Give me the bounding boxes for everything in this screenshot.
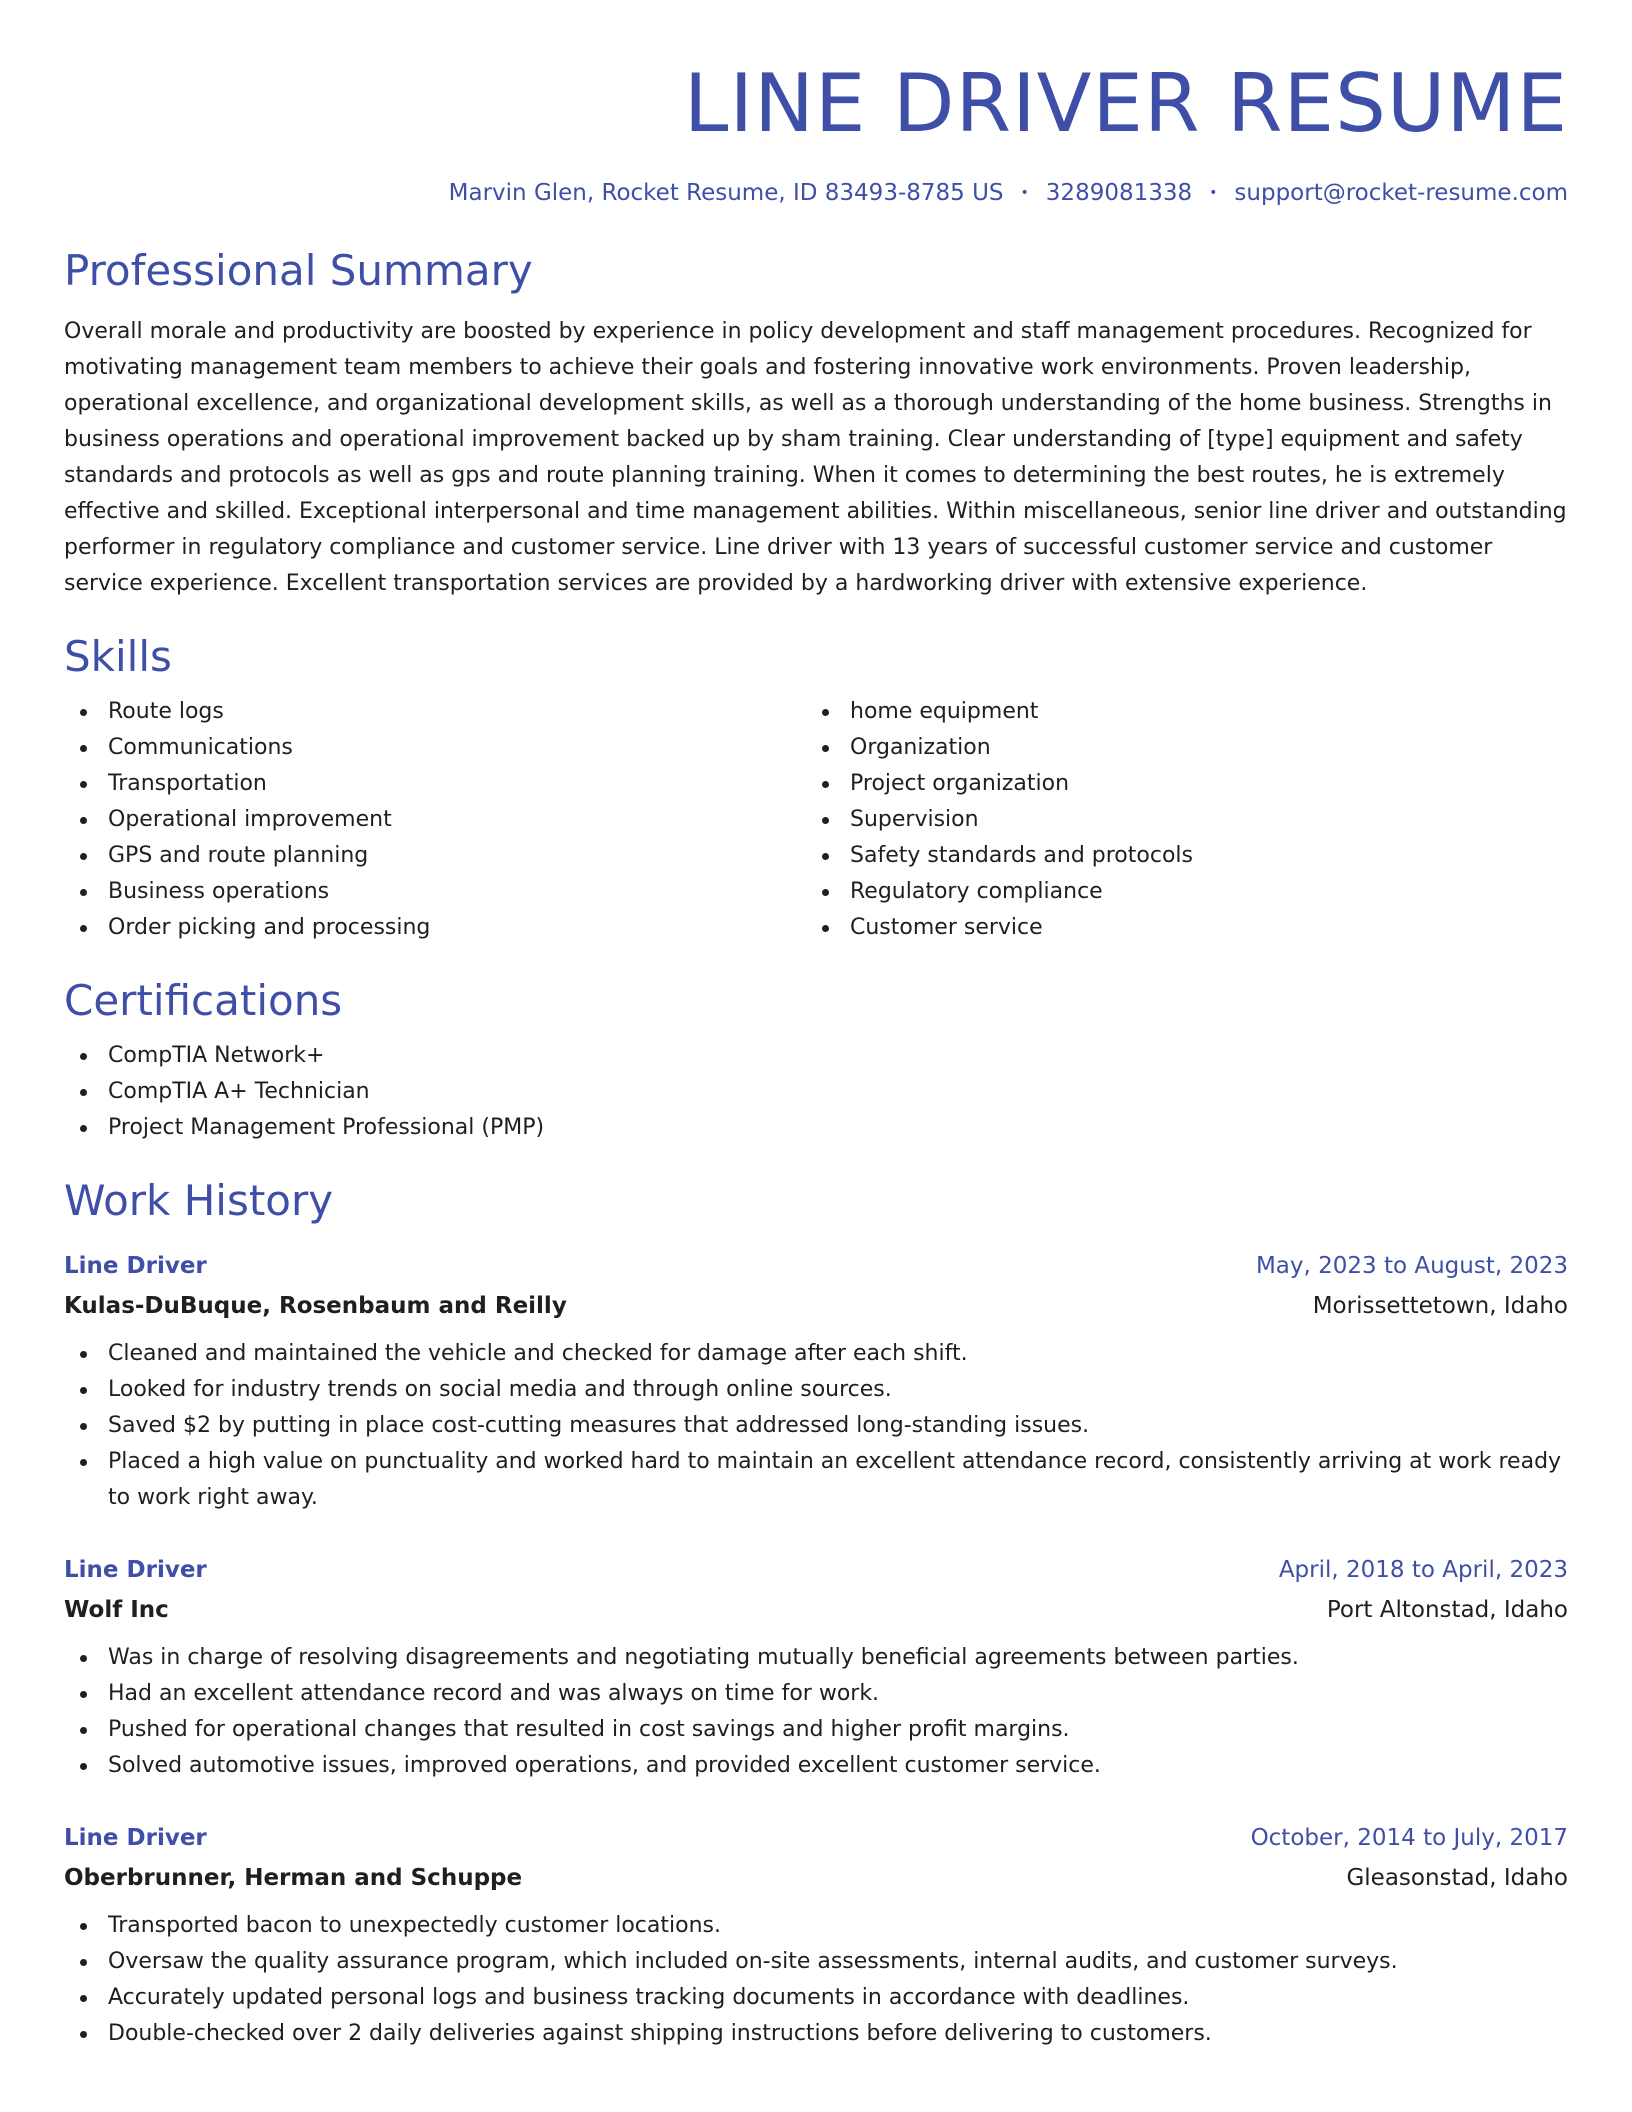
- job-dates: April, 2018 to April, 2023: [1278, 1557, 1568, 1583]
- skills-heading: Skills: [64, 632, 172, 681]
- skill-item: Communications: [64, 730, 806, 766]
- job-bullet: Placed a high value on punctuality and worked hard to maintain an excellent attendance record, consistently arriving at work ready to work right away.: [64, 1444, 1568, 1516]
- job-bullets: [64, 1640, 1568, 1784]
- skills-columns: [64, 694, 1568, 946]
- job-bullet: Was in charge of resolving disagreements and negotiating mutually beneficial agreements between parties.: [64, 1640, 1568, 1676]
- job-bullet: Accurately updated personal logs and business tracking documents in accordance with deadlines.: [64, 1980, 1568, 2016]
- contact-separator: •: [1209, 185, 1218, 201]
- job-bullet: Solved automotive issues, improved operations, and provided excellent customer service.: [64, 1748, 1568, 1784]
- job-location: Port Altonstad, Idaho: [1326, 1597, 1568, 1623]
- summary-heading: Professional Summary: [64, 246, 533, 295]
- skill-item: home equipment: [806, 694, 1548, 730]
- skill-item: Supervision: [806, 802, 1548, 838]
- certifications-list: [64, 1038, 1568, 1146]
- summary-section: [64, 246, 1568, 602]
- resume-header: [64, 58, 1568, 208]
- job-bullets: [64, 1908, 1568, 2052]
- certification-item: CompTIA A+ Technician: [64, 1074, 1568, 1110]
- certification-item: Project Management Professional (PMP): [64, 1110, 1568, 1146]
- job-bullet: Oversaw the quality assurance program, which included on-site assessments, internal audits, and customer surveys.: [64, 1944, 1568, 1980]
- certifications-section: [64, 976, 1568, 1146]
- job-employer-row: [64, 1590, 1568, 1630]
- skill-item: Safety standards and protocols: [806, 838, 1548, 874]
- job-dates: May, 2023 to August, 2023: [1255, 1253, 1568, 1279]
- job-entry: [64, 1818, 1568, 2052]
- job-bullet: Had an excellent attendance record and was always on time for work.: [64, 1676, 1568, 1712]
- job-title: Line Driver: [64, 1557, 207, 1583]
- skill-item: Operational improvement: [64, 802, 806, 838]
- job-entry: [64, 1246, 1568, 1516]
- job-dates: October, 2014 to July, 2017: [1250, 1825, 1568, 1851]
- skill-item: Business operations: [64, 874, 806, 910]
- job-bullet: Pushed for operational changes that resulted in cost savings and higher profit margins.: [64, 1712, 1568, 1748]
- work-history-heading: Work History: [64, 1176, 334, 1225]
- certification-item: CompTIA Network+: [64, 1038, 1568, 1074]
- job-bullet: Saved $2 by putting in place cost-cutting measures that addressed long-standing issues.: [64, 1408, 1568, 1444]
- skill-item: Order picking and processing: [64, 910, 806, 946]
- job-title: Line Driver: [64, 1825, 207, 1851]
- skill-item: Organization: [806, 730, 1548, 766]
- skill-item: Customer service: [806, 910, 1548, 946]
- certifications-heading: Certifications: [64, 976, 343, 1025]
- job-bullet: Transported bacon to unexpectedly customer locations.: [64, 1908, 1568, 1944]
- contact-line: [64, 178, 1568, 208]
- job-employer-row: [64, 1286, 1568, 1326]
- job-location: Gleasonstad, Idaho: [1346, 1865, 1568, 1891]
- skills-section: [64, 632, 1568, 946]
- resume-title: LINE DRIVER RESUME: [683, 57, 1568, 150]
- work-history-section: [64, 1176, 1568, 2052]
- job-header-row: [64, 1818, 1568, 1858]
- job-bullet: Double-checked over 2 daily deliveries against shipping instructions before delivering to customers.: [64, 2016, 1568, 2052]
- job-bullet: Looked for industry trends on social media and through online sources.: [64, 1372, 1568, 1408]
- job-entry: [64, 1550, 1568, 1784]
- job-employer-row: [64, 1858, 1568, 1898]
- skill-item: Regulatory compliance: [806, 874, 1548, 910]
- job-header-row: [64, 1550, 1568, 1590]
- summary-text: Overall morale and productivity are boosted by experience in policy development and staff management procedures. Recognized for motivating management team members to achieve their goals and fostering innovative work environments. Proven leadership, operational excellence, and organizational development skills, as well as a thorough understanding of the home business. Strengths in business operations and operational improvement backed up by sham training. Clear understanding of [type] equipment and safety standards and protocols as well as gps and route planning training. When it comes to determining the best routes, he is extremely effective and skilled. Exceptional interpersonal and time management abilities. Within miscellaneous, senior line driver and outstanding performer in regulatory compliance and customer service. Line driver with 13 years of successful customer service and customer service experience. Excellent transportation services are provided by a hardworking driver with extensive experience.: [64, 319, 1567, 596]
- job-company: Oberbrunner, Herman and Schuppe: [64, 1865, 523, 1891]
- job-header-row: [64, 1246, 1568, 1286]
- skill-item: Project organization: [806, 766, 1548, 802]
- resume-page: [64, 0, 1568, 2052]
- job-company: Wolf Inc: [64, 1597, 169, 1623]
- job-title: Line Driver: [64, 1253, 207, 1279]
- skills-list-left: [64, 694, 806, 946]
- job-bullets: [64, 1336, 1568, 1516]
- job-bullet: Cleaned and maintained the vehicle and checked for damage after each shift.: [64, 1336, 1568, 1372]
- skills-list-right: [806, 694, 1548, 946]
- skill-item: Route logs: [64, 694, 806, 730]
- job-location: Morissettetown, Idaho: [1312, 1293, 1568, 1319]
- contact-separator: •: [1020, 185, 1029, 201]
- skill-item: GPS and route planning: [64, 838, 806, 874]
- skill-item: Transportation: [64, 766, 806, 802]
- contact-email: support@rocket-resume.com: [1234, 180, 1568, 206]
- job-company: Kulas-DuBuque, Rosenbaum and Reilly: [64, 1293, 567, 1319]
- contact-address: Marvin Glen, Rocket Resume, ID 83493-8785 US: [448, 180, 1004, 206]
- contact-phone: 3289081338: [1045, 180, 1193, 206]
